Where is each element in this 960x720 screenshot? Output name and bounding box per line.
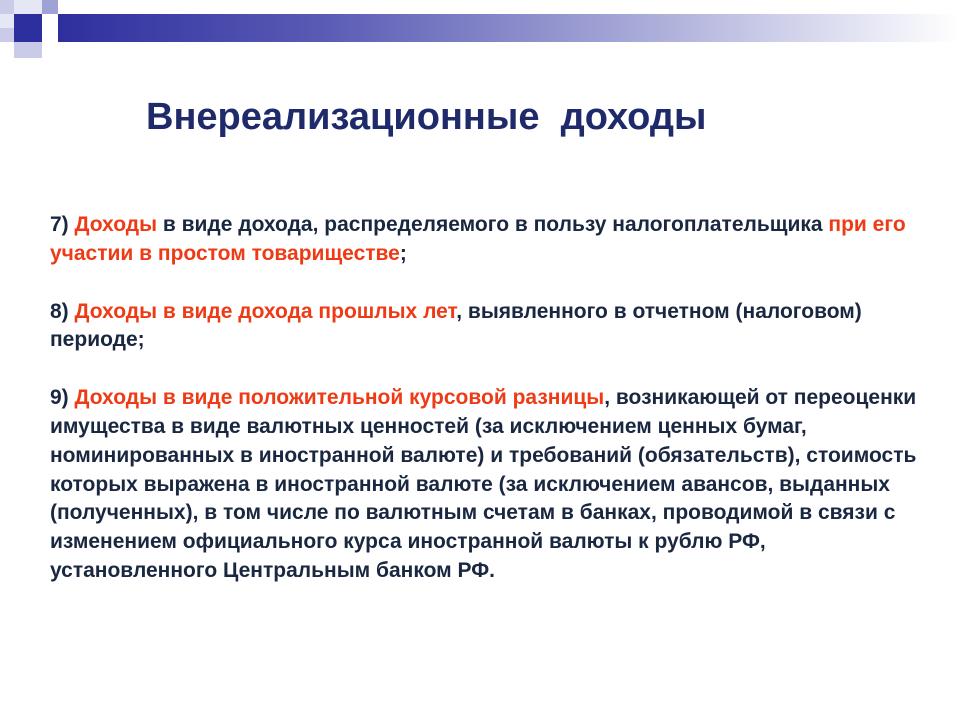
text-segment: 8): [50, 299, 75, 323]
header-decor-square: [42, 0, 58, 14]
header-decor-square: [14, 42, 42, 58]
header-decor-square: [0, 14, 14, 28]
highlight-segment: Доходы в виде дохода прошлых лет: [74, 299, 457, 323]
list-item: [50, 211, 920, 269]
highlight-segment: Доходы в виде положительной курсовой разницы: [74, 386, 605, 410]
slide-title: Внереализационные доходы: [146, 96, 707, 138]
text-segment: ;: [399, 241, 407, 265]
header-gradient-bar: [58, 14, 960, 42]
header-decor-square: [0, 28, 14, 42]
text-segment: 7): [50, 213, 75, 236]
header-decor-square: [0, 0, 14, 14]
list-item: [50, 384, 920, 586]
text-segment: ;: [137, 328, 145, 352]
highlight-segment: при его участии в простом товариществе: [50, 213, 906, 265]
text-segment: 9): [50, 386, 75, 410]
text-segment: в виде дохода, распределяемого в пользу налогоплательщика: [157, 213, 829, 236]
highlight-segment: Доходы: [74, 213, 158, 236]
text-segment: , возникающей от переоценки имущества в виде валютных ценностей (за исключением ценных бумаг, номинированных в иностранной валюте) и требований (обязательств), стоимость которых выражена в иностранной валюте (за исключением авансов, выданных (полученных), в том числе по валютным счетам в банках, проводимой в связи с изменением официального курса иностранной валюты к рублю РФ, установленного Центральным банком РФ.: [50, 386, 917, 582]
list-item: [50, 298, 920, 356]
text-segment: , выявленного в отчетном (налоговом) периоде: [50, 299, 862, 352]
header-decor-square: [0, 42, 14, 58]
header-decor-square: [14, 0, 42, 14]
slide-body: [50, 211, 920, 586]
header-decor-square: [14, 14, 42, 42]
header-decor-square: [42, 14, 58, 42]
